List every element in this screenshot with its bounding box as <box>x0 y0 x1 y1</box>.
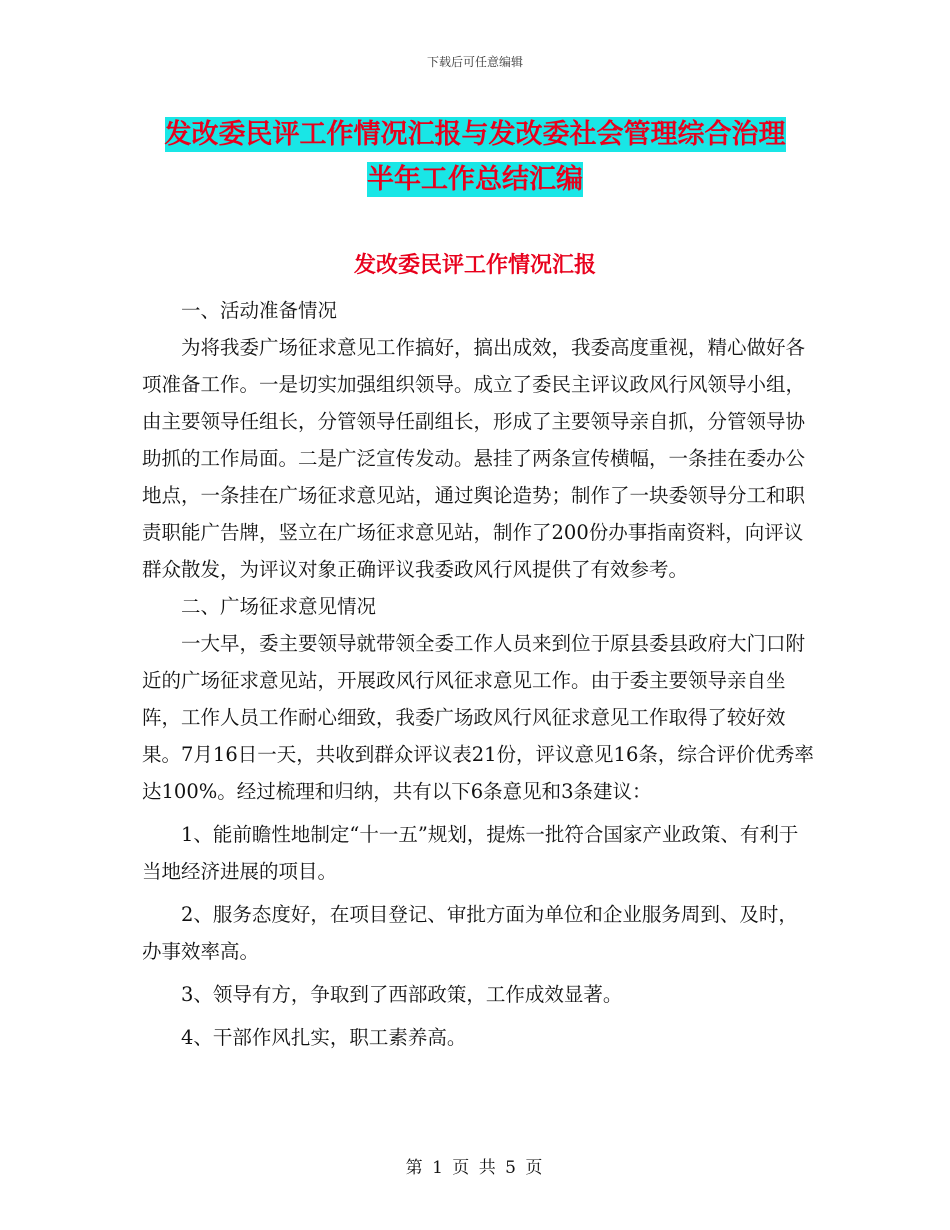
list-item-4: 4、干部作风扎实，职工素养高。 <box>181 1026 467 1049</box>
heading-square-feedback: 二、广场征求意见情况 <box>181 595 377 618</box>
paragraph-preparation: 为将我委广场征求意见工作搞好，搞出成效，我委高度重视，精心做好各项准备工作。一是切实加强组织领导。成立了委民主评议政风行风领导小组，由主要领导任组长，分管领导任副组长，形成了主要领导亲自抓，分管领导协助抓的工作局面。二是广泛宣传发动。悬挂了两条宣传横幅，一条挂在委办公地点，一条挂在广场征求意见站，通过舆论造势；制作了一块委领导分工和职责职能广告牌，竖立在广场征求意见站，制作了200份办事指南资料，向评议群众散发，为评议对象正确评议我委政风行风提供了有效参考。 <box>142 336 806 581</box>
paragraph-square-feedback: 一大早，委主要领导就带领全委工作人员来到位于原县委县政府大门口附近的广场征求意见站，开展政风行风征求意见工作。由于委主要领导亲自坐阵，工作人员工作耐心细致，我委广场政风行风征求意见工作取得了较好效果。7月16日一天，共收到群众评议表21份，评议意见16条，综合评价优秀率达100%。经过梳理和归纳，共有以下6条意见和3条建议： <box>142 632 814 803</box>
list-item-1: 1、能前瞻性地制定“十一五”规划，提炼一批符合国家产业政策、有利于当地经济进展的项目。 <box>142 823 799 883</box>
document-body <box>142 292 814 1056</box>
section-title: 发改委民评工作情况汇报 <box>353 253 596 278</box>
list-item-2: 2、服务态度好，在项目登记、审批方面为单位和企业服务周到、及时，办事效率高。 <box>142 903 798 963</box>
page-number-footer: 第 1 页 共 5 页 <box>405 1158 545 1178</box>
heading-activity-preparation: 一、活动准备情况 <box>181 299 338 322</box>
document-title-text-1: 发改委民评工作情况汇报与发改委社会管理综合治理 <box>164 119 786 150</box>
document-title-text-2: 半年工作总结汇编 <box>367 164 583 195</box>
list-item-3: 3、领导有方，争取到了西部政策，工作成效显著。 <box>181 983 623 1006</box>
document-title-line-2 <box>0 157 950 196</box>
document-title-line-1 <box>0 112 950 151</box>
header-note: 下载后可任意编辑 <box>426 55 523 69</box>
